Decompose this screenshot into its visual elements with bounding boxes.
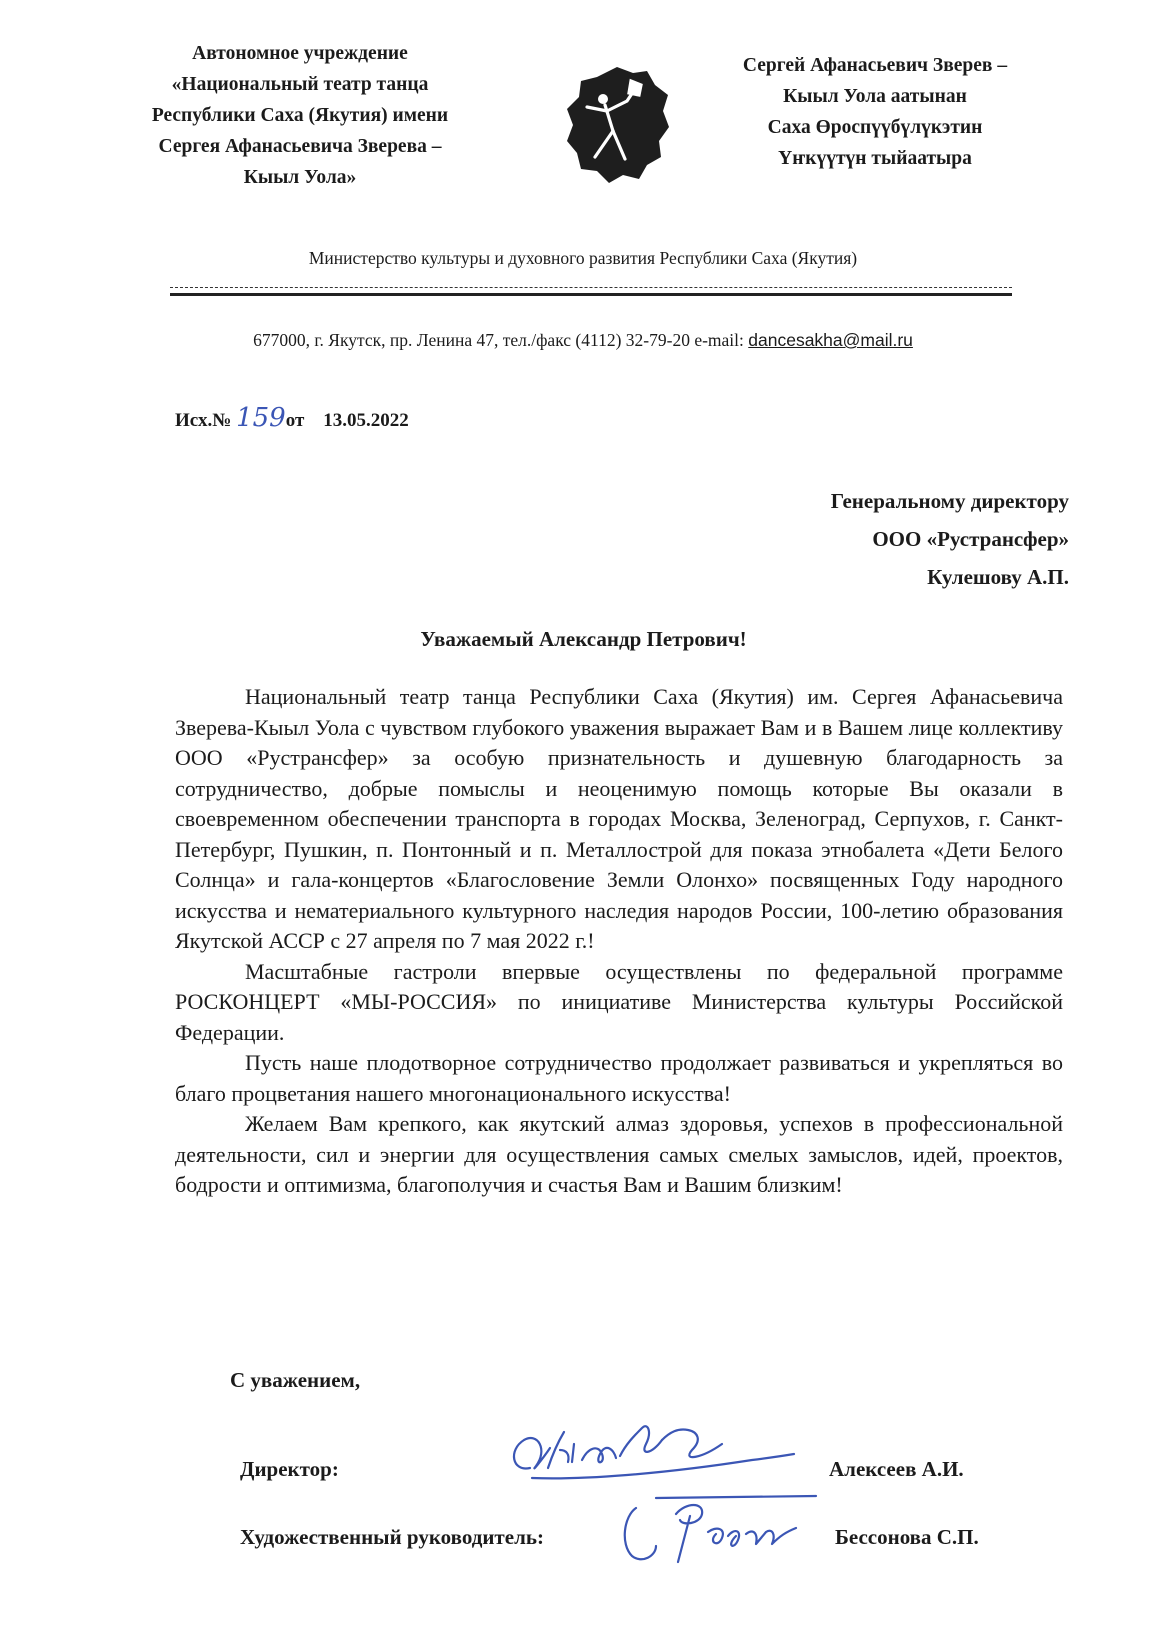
header-right-line: Сергей Афанасьевич Зверев – bbox=[742, 55, 1008, 76]
header-left-line: Сергея Афанасьевича Зверева – bbox=[158, 136, 442, 157]
header-left-line: Республики Саха (Якутия) имени bbox=[151, 105, 449, 126]
header-right-line: Саха Өроспүүбүлүкэтин bbox=[767, 117, 983, 138]
closing: С уважением, bbox=[230, 1368, 361, 1392]
director-name: Алексеев А.И. bbox=[829, 1457, 964, 1481]
body-paragraph: Пусть наше плодотворное сотрудничество продолжает развиваться и укрепляться во благо процветания нашего многонационального искусства! bbox=[175, 1050, 1063, 1106]
salutation: Уважаемый Александр Петрович! bbox=[420, 627, 747, 651]
artistic-director-signature bbox=[616, 1492, 826, 1572]
outgoing-reference bbox=[175, 403, 409, 433]
outgoing-number: 159 bbox=[236, 403, 286, 433]
header-right-line: Кыыл Уола аатынан bbox=[783, 86, 967, 107]
addressee-block bbox=[831, 482, 1069, 596]
body-paragraph: Масштабные гастроли впервые осуществлены по федеральной программе РОСКОНЦЕРТ «МЫ-РОССИЯ» по инициативе Министерства культуры Российской Федерации. bbox=[175, 958, 1063, 1045]
header-left-line: Автономное учреждение bbox=[192, 43, 408, 64]
addressee-line: ООО «Рустрансфер» bbox=[872, 527, 1069, 551]
header-right-line: Үҥкүүтүн тыйаатыра bbox=[778, 148, 972, 169]
header-left-line: «Национальный театр танца bbox=[171, 74, 429, 95]
address-line bbox=[100, 330, 1066, 351]
artistic-director-name: Бессонова С.П. bbox=[835, 1525, 979, 1549]
header-left-block bbox=[95, 38, 505, 193]
body-paragraph: Желаем Вам крепкого, как якутский алмаз здоровья, успехов в профессиональной деятельности, сил и энергии для осуществления самых смелых замыслов, идей, проектов, бодрости и оптимизма, благополучия и счастья Вам и Вашим близким! bbox=[175, 1111, 1063, 1197]
header-right-block bbox=[690, 50, 1060, 174]
body-paragraph: Национальный театр танца Республики Саха (Якутия) им. Сергея Афанасьевича Зверева-Кыыл Уола с чувством глубокого уважения выражает Вам и в Вашем лице коллективу ООО «Рустрансфер» за особую признательность и душевную благодарность за сотрудничество, добрые помыслы и неоценимую помощь которые Вы оказали в своевременном обеспечении транспорта в городах Москва, Зеленоград, Серпухов, г. Санкт-Петербург, Пушкин, п. Понтонный и п. Металлострой для показа этнобалета «Дети Белого Солнца» и гала-концертов «Благословение Земли Олонхо» посвященных Году народного искусства и нематериального культурного наследия народов России, 100-летию образования Якутской АССР с 27 апреля по 7 мая 2022 г.! bbox=[175, 684, 1063, 953]
outgoing-from-label: от bbox=[285, 410, 305, 431]
director-signature bbox=[502, 1410, 802, 1500]
artistic-director-title: Художественный руководитель: bbox=[240, 1525, 544, 1549]
letter-body bbox=[175, 682, 1063, 1201]
address-text: 677000, г. Якутск, пр. Ленина 47, тел./факс (4112) 32-79-20 e-mail: bbox=[253, 330, 749, 350]
email-link[interactable]: dancesakha@mail.ru bbox=[748, 330, 913, 350]
addressee-line: Генеральному директору bbox=[830, 489, 1069, 513]
addressee-line: Кулешову А.П. bbox=[927, 565, 1069, 589]
dancer-emblem-icon bbox=[565, 65, 670, 185]
letterhead-divider bbox=[170, 287, 1012, 299]
outgoing-label: Исх.№ bbox=[175, 410, 232, 431]
ministry-line: Министерство культуры и духовного развития Республики Саха (Якутия) bbox=[308, 248, 858, 268]
director-title: Директор: bbox=[240, 1457, 339, 1481]
outgoing-date: 13.05.2022 bbox=[323, 410, 409, 431]
header-left-line: Кыыл Уола» bbox=[243, 167, 357, 188]
